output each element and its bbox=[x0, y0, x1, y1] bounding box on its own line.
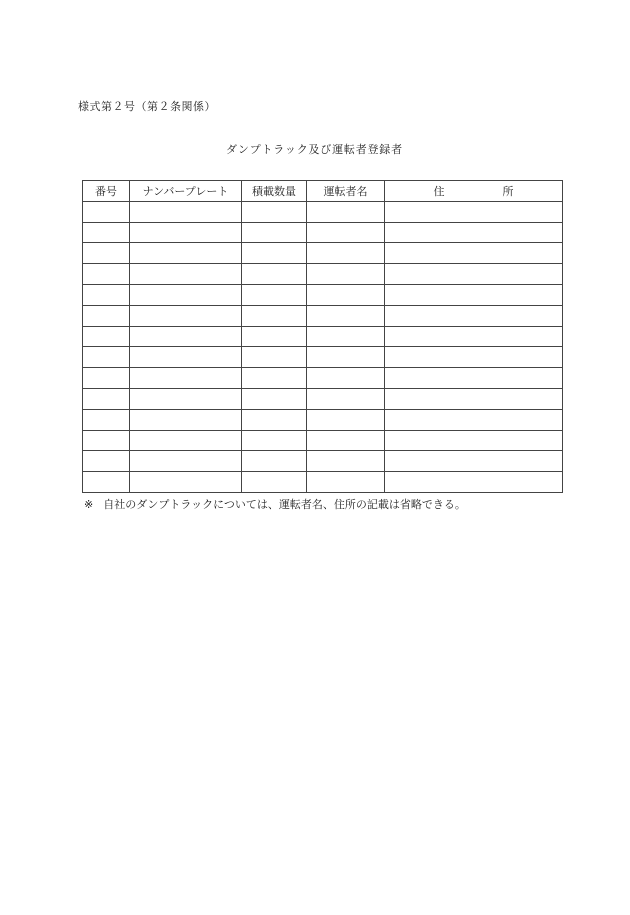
cell-plate bbox=[130, 264, 242, 285]
cell-capacity bbox=[242, 451, 307, 472]
document-title: ダンプトラック及び運転者登録者 bbox=[226, 143, 403, 156]
cell-plate bbox=[130, 430, 242, 451]
cell-address bbox=[385, 326, 563, 347]
header-address-part1: 住 bbox=[433, 184, 445, 198]
cell-capacity bbox=[242, 347, 307, 368]
cell-capacity bbox=[242, 430, 307, 451]
cell-driver bbox=[307, 347, 385, 368]
cell-driver bbox=[307, 284, 385, 305]
table-row bbox=[83, 347, 563, 368]
cell-capacity bbox=[242, 368, 307, 389]
cell-plate bbox=[130, 368, 242, 389]
header-address bbox=[385, 181, 563, 202]
cell-number bbox=[83, 201, 130, 222]
note-text: 自社のダンプトラックについては、運転者名、住所の記載は省略できる。 bbox=[103, 498, 466, 511]
cell-driver bbox=[307, 451, 385, 472]
cell-number bbox=[83, 451, 130, 472]
header-driver: 運転者名 bbox=[307, 181, 385, 202]
cell-plate bbox=[130, 472, 242, 493]
cell-capacity bbox=[242, 409, 307, 430]
cell-number bbox=[83, 409, 130, 430]
cell-driver bbox=[307, 201, 385, 222]
cell-address bbox=[385, 347, 563, 368]
cell-capacity bbox=[242, 326, 307, 347]
header-number: 番号 bbox=[83, 181, 130, 202]
table-row bbox=[83, 388, 563, 409]
table-row bbox=[83, 472, 563, 493]
cell-driver bbox=[307, 243, 385, 264]
table-row bbox=[83, 243, 563, 264]
table-row bbox=[83, 326, 563, 347]
table-row bbox=[83, 201, 563, 222]
header-address-part2: 所 bbox=[502, 184, 514, 198]
cell-address bbox=[385, 409, 563, 430]
cell-address bbox=[385, 388, 563, 409]
cell-address bbox=[385, 472, 563, 493]
cell-address bbox=[385, 451, 563, 472]
table-row bbox=[83, 451, 563, 472]
cell-driver bbox=[307, 305, 385, 326]
cell-plate bbox=[130, 305, 242, 326]
note-mark: ※ bbox=[84, 498, 94, 511]
cell-number bbox=[83, 264, 130, 285]
cell-address bbox=[385, 305, 563, 326]
cell-driver bbox=[307, 388, 385, 409]
cell-driver bbox=[307, 430, 385, 451]
cell-capacity bbox=[242, 201, 307, 222]
cell-driver bbox=[307, 368, 385, 389]
footnote bbox=[84, 496, 466, 512]
cell-driver bbox=[307, 326, 385, 347]
table-row bbox=[83, 368, 563, 389]
cell-number bbox=[83, 368, 130, 389]
cell-number bbox=[83, 222, 130, 243]
cell-address bbox=[385, 201, 563, 222]
cell-driver bbox=[307, 222, 385, 243]
cell-address bbox=[385, 284, 563, 305]
table-row bbox=[83, 409, 563, 430]
cell-number bbox=[83, 284, 130, 305]
table-header-row bbox=[83, 181, 563, 202]
cell-capacity bbox=[242, 222, 307, 243]
cell-plate bbox=[130, 388, 242, 409]
cell-address bbox=[385, 243, 563, 264]
cell-plate bbox=[130, 347, 242, 368]
cell-capacity bbox=[242, 305, 307, 326]
cell-plate bbox=[130, 451, 242, 472]
cell-plate bbox=[130, 284, 242, 305]
cell-plate bbox=[130, 409, 242, 430]
cell-plate bbox=[130, 201, 242, 222]
cell-plate bbox=[130, 222, 242, 243]
table-row bbox=[83, 284, 563, 305]
table-row bbox=[83, 222, 563, 243]
registration-table bbox=[82, 180, 563, 493]
cell-capacity bbox=[242, 243, 307, 264]
table-body bbox=[83, 201, 563, 492]
cell-driver bbox=[307, 472, 385, 493]
cell-plate bbox=[130, 326, 242, 347]
table-row bbox=[83, 264, 563, 285]
cell-number bbox=[83, 347, 130, 368]
table-row bbox=[83, 430, 563, 451]
cell-number bbox=[83, 388, 130, 409]
header-plate: ナンバープレート bbox=[130, 181, 242, 202]
cell-address bbox=[385, 368, 563, 389]
cell-driver bbox=[307, 409, 385, 430]
cell-driver bbox=[307, 264, 385, 285]
cell-capacity bbox=[242, 284, 307, 305]
cell-number bbox=[83, 430, 130, 451]
cell-capacity bbox=[242, 264, 307, 285]
cell-number bbox=[83, 326, 130, 347]
form-number: 様式第２号（第２条関係） bbox=[78, 100, 216, 113]
cell-address bbox=[385, 222, 563, 243]
cell-number bbox=[83, 472, 130, 493]
header-capacity: 積載数量 bbox=[242, 181, 307, 202]
cell-capacity bbox=[242, 388, 307, 409]
cell-address bbox=[385, 264, 563, 285]
cell-plate bbox=[130, 243, 242, 264]
cell-number bbox=[83, 305, 130, 326]
cell-number bbox=[83, 243, 130, 264]
cell-address bbox=[385, 430, 563, 451]
cell-capacity bbox=[242, 472, 307, 493]
table-row bbox=[83, 305, 563, 326]
